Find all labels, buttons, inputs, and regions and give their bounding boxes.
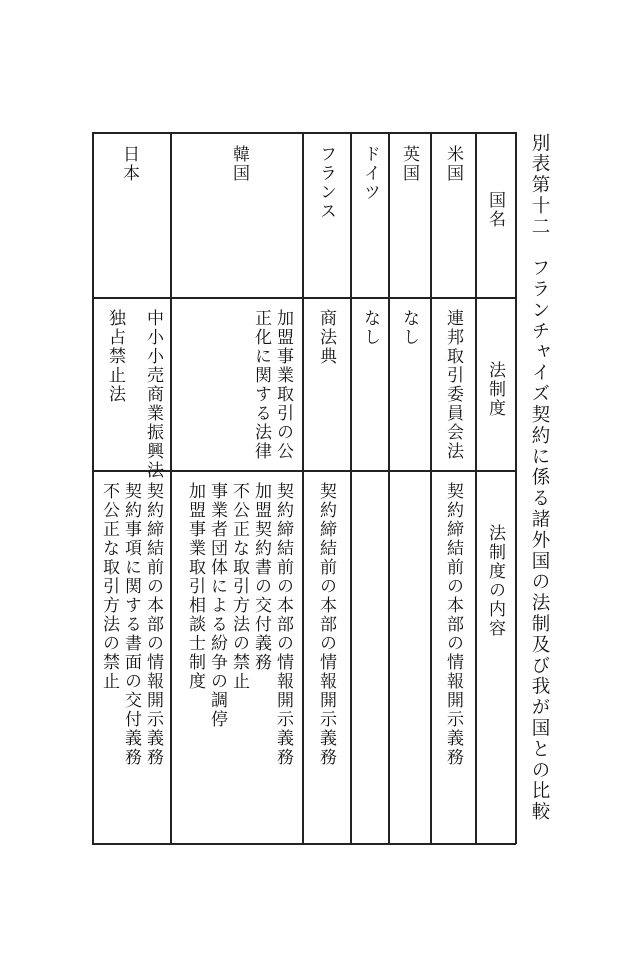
row-japan-law-line-1: 中小小売商業振興法 bbox=[143, 309, 163, 480]
row-france-country: フランス bbox=[316, 145, 336, 221]
table-bottom-border bbox=[92, 843, 516, 845]
col-divider-uk-us bbox=[430, 132, 432, 844]
col-divider-germany-uk bbox=[388, 132, 390, 844]
header-content: 法制度の内容 bbox=[485, 524, 505, 638]
row-korea-content-line-4: 事業者団体による紛争の調停 bbox=[207, 482, 227, 729]
table-left-border bbox=[92, 132, 94, 844]
row-germany-law: なし bbox=[360, 309, 380, 347]
row-us-country: 米国 bbox=[443, 145, 463, 183]
row-korea-content-line-3: 不公正な取引方法の禁止 bbox=[229, 482, 249, 691]
row-japan-law-line-2: 独占禁止法 bbox=[105, 309, 125, 404]
row-france-content: 契約締結前の本部の情報開示義務 bbox=[316, 482, 336, 767]
row-japan-country: 日本 bbox=[119, 145, 139, 183]
row-uk-law: なし bbox=[399, 309, 419, 347]
row-japan-content-line-3: 不公正な取引方法の禁止 bbox=[99, 482, 119, 691]
row-korea-country: 韓国 bbox=[229, 145, 249, 183]
table-top-border bbox=[92, 132, 516, 134]
table-row-divider-1 bbox=[92, 297, 516, 299]
col-divider-japan-korea bbox=[170, 132, 172, 844]
row-japan-content-line-2: 契約事項に関する書面の交付義務 bbox=[121, 482, 141, 767]
col-divider-us-header bbox=[475, 132, 477, 844]
page-title: 別表第十二 フランチャイズ契約に係る諸外国の法制及び我が国との比較 bbox=[529, 133, 550, 823]
row-us-law: 連邦取引委員会法 bbox=[443, 309, 463, 461]
row-korea-content-line-1: 契約締結前の本部の情報開示義務 bbox=[273, 482, 293, 767]
header-law: 法制度 bbox=[485, 361, 505, 418]
col-divider-korea-france bbox=[302, 132, 304, 844]
col-divider-france-germany bbox=[350, 132, 352, 844]
row-korea-law-line-2: 正化に関する法律 bbox=[251, 309, 271, 461]
table-right-border bbox=[515, 132, 517, 844]
row-japan-content-line-1: 契約締結前の本部の情報開示義務 bbox=[143, 482, 163, 767]
row-france-law: 商法典 bbox=[316, 309, 336, 366]
row-korea-law-line-1: 加盟事業取引の公 bbox=[273, 309, 293, 461]
row-korea-content-line-5: 加盟事業取引相談士制度 bbox=[185, 482, 205, 691]
row-korea-content-line-2: 加盟契約書の交付義務 bbox=[251, 482, 271, 672]
row-uk-country: 英国 bbox=[399, 145, 419, 183]
row-us-content: 契約締結前の本部の情報開示義務 bbox=[443, 482, 463, 767]
row-germany-country: ドイツ bbox=[360, 145, 380, 202]
header-country: 国名 bbox=[485, 191, 505, 229]
